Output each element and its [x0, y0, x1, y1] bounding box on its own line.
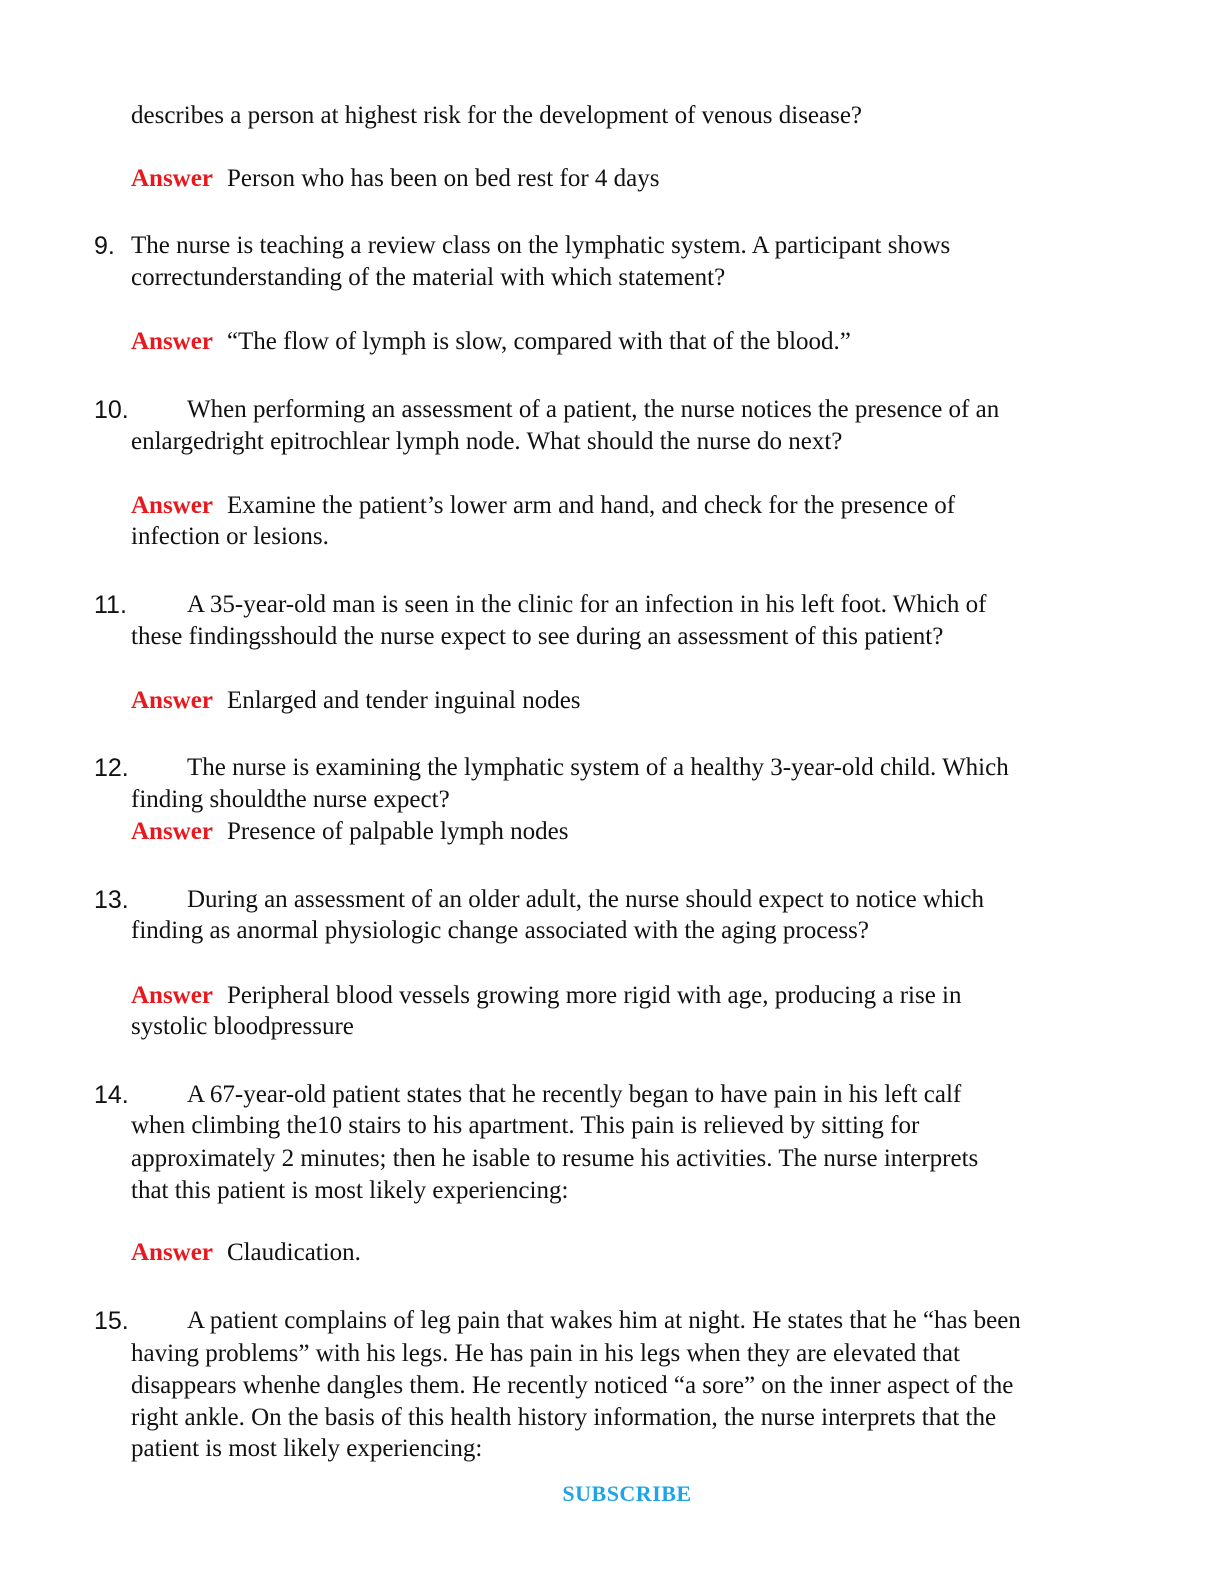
answer-label: Answer [131, 492, 213, 519]
intro-answer [131, 163, 659, 195]
question-number-12: 12. [94, 754, 129, 782]
answer-label: Answer [131, 328, 213, 355]
question-number-14: 14. [94, 1081, 129, 1109]
question-number-11: 11. [94, 591, 127, 619]
question-15-line-1: A patient complains of leg pain that wakes him at night. He states that he “has been [187, 1307, 1021, 1334]
answer-text: Examine the patient’s lower arm and hand, and check for the presence of [226, 492, 956, 519]
question-9-line-1: The nurse is teaching a review class on the lymphatic system. A participant shows [131, 232, 951, 259]
answer-text: Peripheral blood vessels growing more rigid with age, producing a rise in [226, 982, 962, 1009]
question-14-line-2: when climbing the10 stairs to his apartment. This pain is relieved by sitting for [131, 1112, 920, 1139]
question-13-line-1: During an assessment of an older adult, the nurse should expect to notice which [187, 886, 985, 913]
answer-label: Answer [131, 818, 213, 845]
question-15-line-4: right ankle. On the basis of this health history information, the nurse interprets that the [131, 1404, 997, 1431]
answer-10 [131, 490, 955, 522]
question-13-line-2: finding as anormal physiologic change associated with the aging process? [131, 917, 869, 944]
subscribe-link[interactable]: SUBSCRIBE [562, 1481, 692, 1506]
answer-12 [131, 816, 569, 848]
question-15-line-3: disappears whenhe dangles them. He recently noticed “a sore” on the inner aspect of the [131, 1372, 1014, 1399]
answer-text: Presence of palpable lymph nodes [226, 818, 569, 845]
question-12-line-2: finding shouldthe nurse expect? [131, 786, 450, 813]
answer-14 [131, 1237, 361, 1269]
answer-text: “The flow of lymph is slow, compared with that of the blood.” [226, 328, 851, 355]
question-number-10: 10. [94, 396, 129, 424]
answer-label: Answer [131, 165, 213, 192]
answer-13 [131, 980, 962, 1012]
answer-text: Claudication. [226, 1239, 361, 1266]
question-14-line-1: A 67-year-old patient states that he recently began to have pain in his left calf [187, 1081, 962, 1108]
question-12-line-1: The nurse is examining the lymphatic system of a healthy 3-year-old child. Which [187, 754, 1009, 781]
question-10-line-1: When performing an assessment of a patient, the nurse notices the presence of an [187, 396, 1000, 423]
answer-10-line-2: infection or lesions. [131, 523, 329, 550]
answer-label: Answer [131, 982, 213, 1009]
answer-label: Answer [131, 1239, 213, 1266]
question-14-line-3: approximately 2 minutes; then he isable to resume his activities. The nurse interprets [131, 1145, 979, 1172]
question-14-line-4: that this patient is most likely experiencing: [131, 1177, 569, 1204]
question-11-line-1: A 35-year-old man is seen in the clinic for an infection in his left foot. Which of [187, 591, 987, 618]
question-number-15: 15. [94, 1307, 129, 1335]
answer-text: Enlarged and tender inguinal nodes [226, 687, 581, 714]
question-11-line-2: these findingsshould the nurse expect to see during an assessment of this patient? [131, 623, 944, 650]
answer-label: Answer [131, 687, 213, 714]
question-15-line-2: having problems” with his legs. He has pain in his legs when they are elevated that [131, 1340, 960, 1367]
answer-11 [131, 685, 581, 717]
intro-question-line: describes a person at highest risk for the development of venous disease? [131, 102, 863, 129]
question-10-line-2: enlargedright epitrochlear lymph node. What should the nurse do next? [131, 428, 843, 455]
question-9-line-2: correctunderstanding of the material with which statement? [131, 264, 726, 291]
question-15-line-5: patient is most likely experiencing: [131, 1435, 483, 1462]
answer-13-line-2: systolic bloodpressure [131, 1013, 354, 1040]
answer-9 [131, 326, 851, 358]
answer-text: Person who has been on bed rest for 4 days [226, 165, 660, 192]
question-number-9: 9. [94, 232, 115, 260]
question-number-13: 13. [94, 886, 129, 914]
